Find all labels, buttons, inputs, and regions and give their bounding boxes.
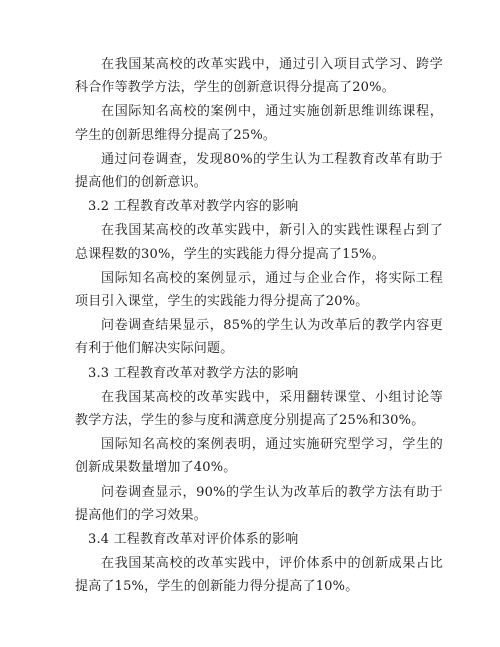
paragraph: 问卷调查结果显示，85%的学生认为改革后的教学内容更有利于他们解决实际问题。 <box>75 318 443 357</box>
paragraph: 在我国某高校的改革实践中，采用翻转课堂、小组讨论等教学方法，学生的参与度和满意度分别提高了25%和30%。 <box>75 389 443 429</box>
paragraph: 在我国某高校的改革实践中，新引入的实践性课程占到了总课程数的30%，学生的实践能力得分提高了15%。 <box>75 223 443 262</box>
paragraph: 在国际知名高校的案例中，通过实施创新思维训练课程，学生的创新思维得分提高了25%。 <box>75 104 443 143</box>
section-heading: 3.2 工程教育改革对教学内容的影响 <box>88 199 299 215</box>
paragraph: 通过问卷调查，发现80%的学生认为工程教育改革有助于提高他们的创新意识。 <box>75 151 443 191</box>
document-body <box>75 53 443 600</box>
section-heading: 3.3 工程教育改革对教学方法的影响 <box>88 365 299 381</box>
paragraph: 国际知名高校的案例表明，通过实施研究型学习，学生的创新成果数量增加了40%。 <box>75 437 443 476</box>
paragraph: 在我国某高校的改革实践中，评价体系中的创新成果占比提高了15%，学生的创新能力得分提高了10%。 <box>75 556 443 595</box>
section-heading: 3.4 工程教育改革对评价体系的影响 <box>88 532 299 548</box>
paragraph: 问卷调查显示，90%的学生认为改革后的教学方法有助于提高他们的学习效果。 <box>75 484 443 523</box>
paragraph: 国际知名高校的案例显示，通过与企业合作，将实际工程项目引入课堂，学生的实践能力得分提高了20%。 <box>75 270 443 310</box>
paragraph: 在我国某高校的改革实践中，通过引入项目式学习、跨学科合作等教学方法，学生的创新意识得分提高了20%。 <box>75 57 443 96</box>
